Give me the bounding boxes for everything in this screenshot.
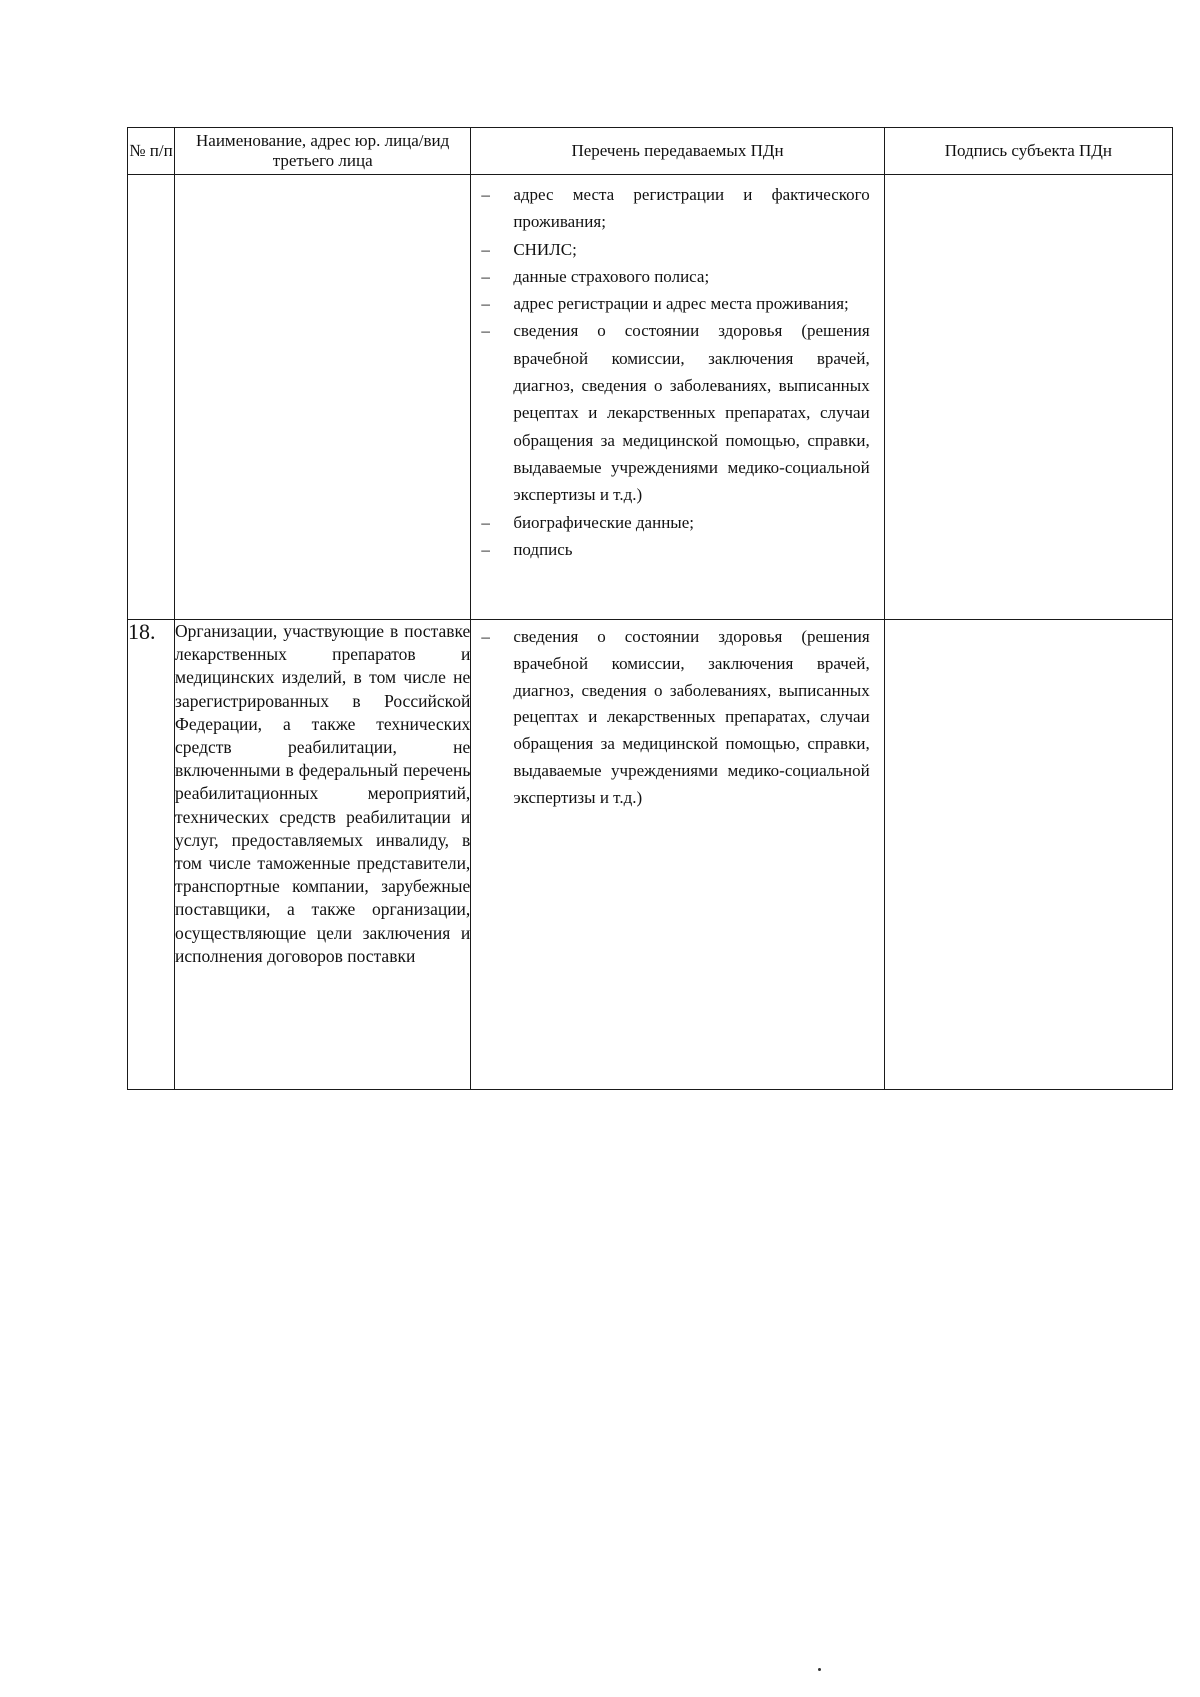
list-item bbox=[481, 263, 869, 290]
signature-cell[interactable] bbox=[884, 620, 1172, 1090]
list-item-text: адрес места регистрации и фактического проживания; bbox=[513, 185, 870, 232]
third-party-name-cell: Организации, участвующие в поставке лекарственных препаратов и медицинских изделий, в том числе не зарегистрированных в Российской Федерации, а также технических средств реабилитации, не включенными в федеральный перечень реабилитационных мероприятий, технических средств реабилитации и услуг, предоставляемых инвалиду, в том числе таможенные представители, транспортные компании, зарубежные поставщики, а также организации, осуществляющие цели заключения и исполнения договоров поставки bbox=[175, 620, 471, 1090]
stray-dot-mark bbox=[818, 1668, 821, 1671]
header-data-list: Перечень передаваемых ПДн bbox=[471, 128, 884, 175]
header-row bbox=[128, 128, 1173, 175]
dash-marker: – bbox=[481, 294, 490, 314]
header-signature: Подпись субъекта ПДн bbox=[884, 128, 1172, 175]
dash-marker: – bbox=[481, 239, 490, 259]
data-list-cell bbox=[471, 620, 884, 1090]
list-item bbox=[481, 509, 869, 536]
header-name-address: Наименование, адрес юр. лица/вид третьего лица bbox=[175, 128, 471, 175]
list-item-text: адрес регистрации и адрес места проживания; bbox=[513, 294, 849, 314]
list-item-text: биографические данные; bbox=[513, 512, 694, 532]
table-row bbox=[128, 620, 1173, 1090]
dash-marker: – bbox=[481, 627, 490, 646]
dash-marker: – bbox=[481, 512, 490, 532]
data-list bbox=[471, 620, 883, 816]
list-item-text: сведения о состоянии здоровья (решения врачебной комиссии, заключения врачей, диагноз, сведения о заболеваниях, выписанных рецептах и лекарственных препаратах, случаи обращения за медицинской помощью, справки, выдаваемые учреждениями медико-социальной экспертизы и т.д.) bbox=[513, 321, 870, 505]
list-item bbox=[481, 317, 869, 508]
list-item-text: СНИЛС; bbox=[513, 239, 577, 259]
list-item-text: подпись bbox=[513, 539, 573, 559]
list-item bbox=[481, 536, 869, 563]
list-item bbox=[481, 181, 869, 236]
row-number-cell bbox=[128, 175, 175, 620]
data-list bbox=[471, 175, 883, 567]
data-list-cell bbox=[471, 175, 884, 620]
list-item-text: данные страхового полиса; bbox=[513, 266, 710, 286]
dash-marker: – bbox=[481, 185, 490, 204]
personal-data-transfer-table bbox=[127, 127, 1173, 1090]
signature-cell[interactable] bbox=[884, 175, 1172, 620]
dash-marker: – bbox=[481, 539, 490, 559]
dash-marker: – bbox=[481, 321, 490, 341]
row-number-cell: 18. bbox=[128, 620, 175, 1090]
list-item bbox=[481, 624, 869, 812]
list-item bbox=[481, 236, 869, 263]
dash-marker: – bbox=[481, 266, 490, 286]
third-party-name-cell bbox=[175, 175, 471, 620]
list-item-text: сведения о состоянии здоровья (решения врачебной комиссии, заключения врачей, диагноз, сведения о заболеваниях, выписанных рецептах и лекарственных препаратах, случаи обращения за медицинской помощью, справки, выдаваемые учреждениями медико-социальной экспертизы и т.д.) bbox=[513, 627, 870, 807]
list-item bbox=[481, 290, 869, 317]
table-row bbox=[128, 175, 1173, 620]
header-number: № п/п bbox=[128, 128, 175, 175]
